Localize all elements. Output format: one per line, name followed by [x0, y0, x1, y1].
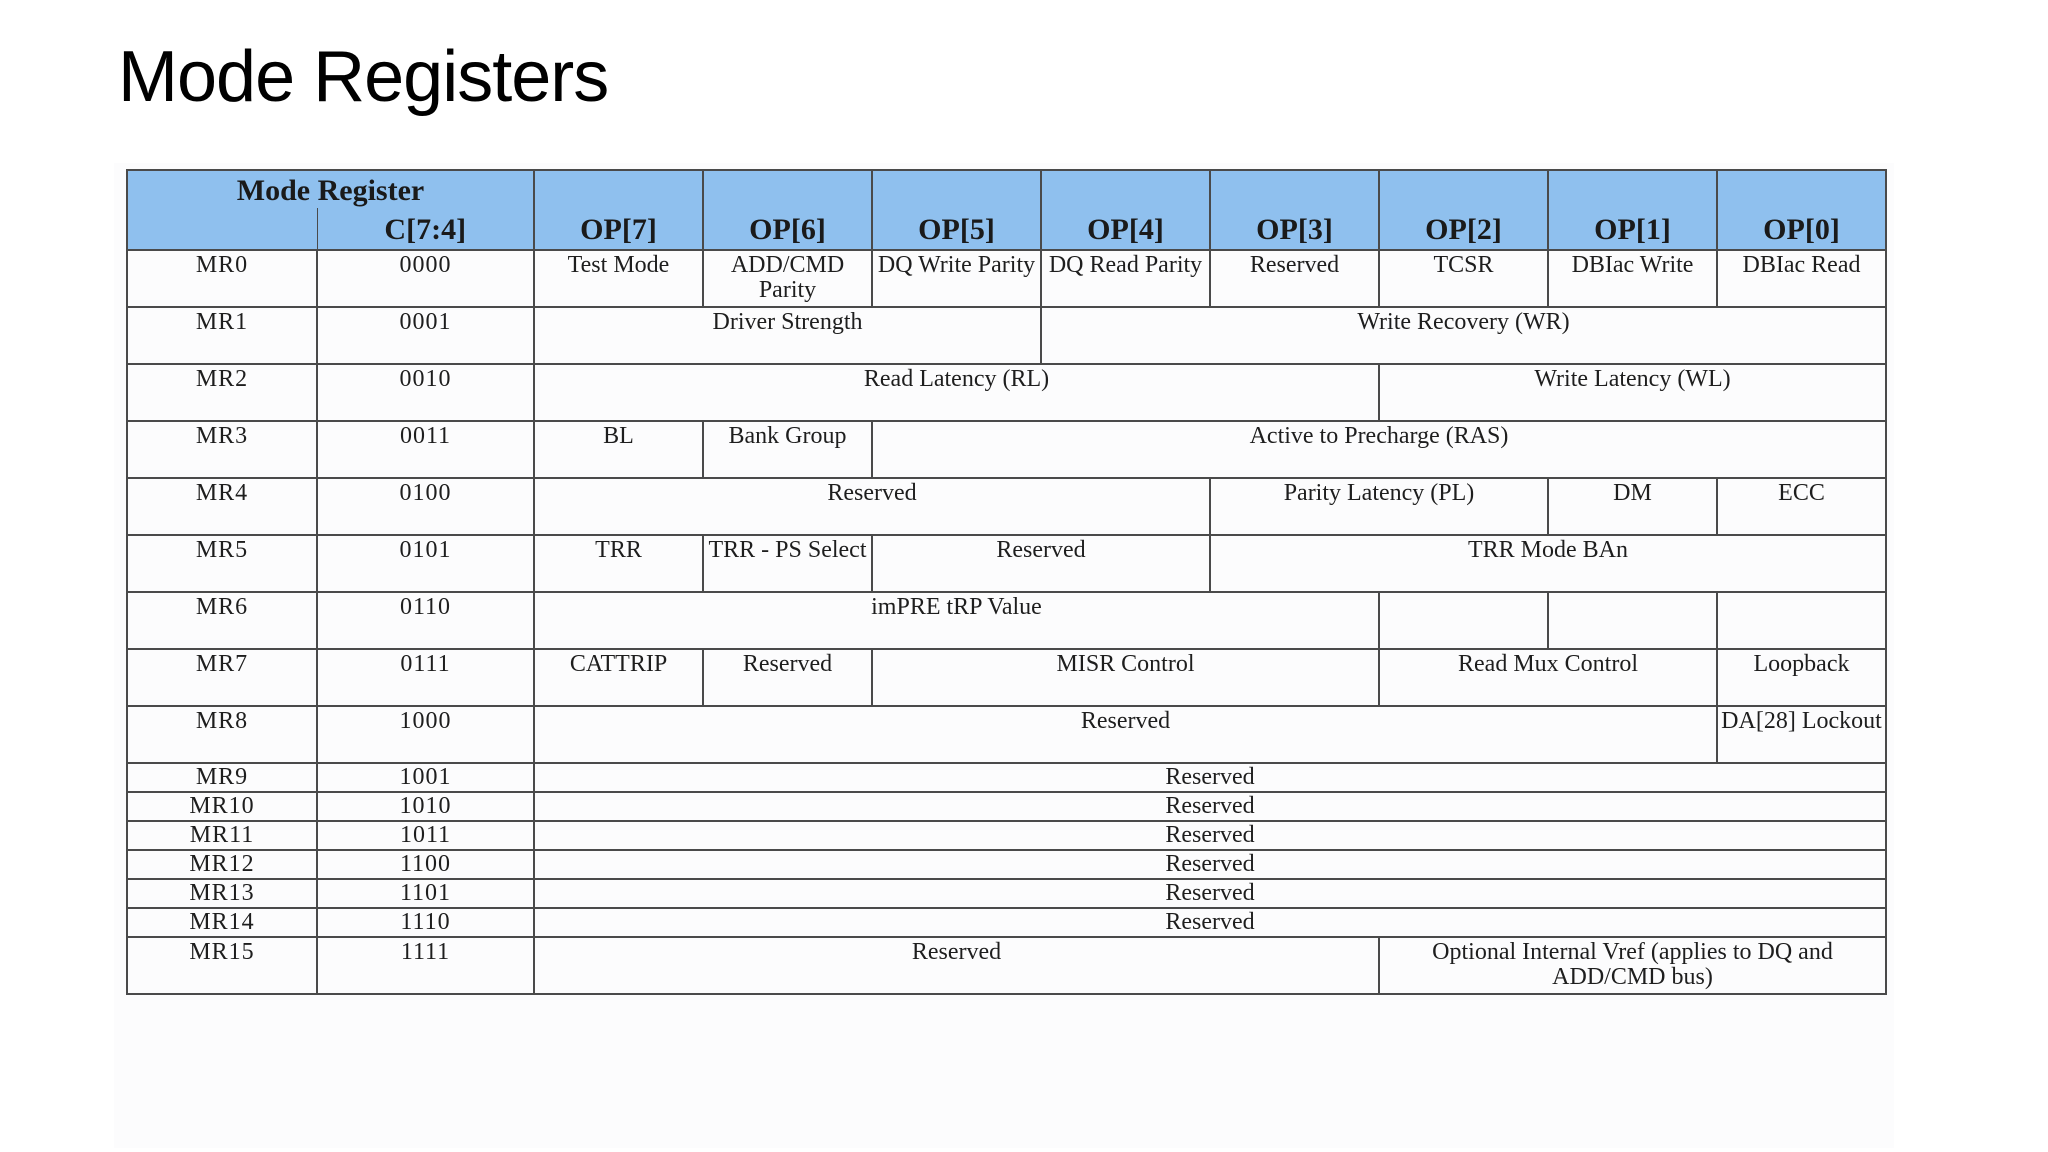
- table-row-mr12: [127, 850, 1886, 879]
- field-cell: Bank Group: [703, 421, 872, 478]
- field-cell: Reserved: [1210, 250, 1379, 307]
- register-code: 0101: [317, 535, 534, 592]
- register-name: MR3: [127, 421, 317, 478]
- field-cell: Write Latency (WL): [1379, 364, 1886, 421]
- empty-cell: [1548, 592, 1717, 649]
- register-name: MR13: [127, 879, 317, 908]
- field-cell: Reserved: [703, 649, 872, 706]
- field-cell: Reserved: [534, 792, 1886, 821]
- table-row-mr9: [127, 763, 1886, 792]
- register-code: 0110: [317, 592, 534, 649]
- field-cell: DQ Read Parity: [1041, 250, 1210, 307]
- register-name: MR9: [127, 763, 317, 792]
- op3-header: OP[3]: [1210, 170, 1379, 250]
- register-name: MR5: [127, 535, 317, 592]
- table-row-mr6: [127, 592, 1886, 649]
- field-cell: imPRE tRP Value: [534, 592, 1379, 649]
- field-cell: Active to Precharge (RAS): [872, 421, 1886, 478]
- register-code: 0000: [317, 250, 534, 307]
- register-code: 1111: [317, 937, 534, 994]
- field-cell: Reserved: [872, 535, 1210, 592]
- field-cell: BL: [534, 421, 703, 478]
- field-cell: Reserved: [534, 908, 1886, 937]
- field-cell: Driver Strength: [534, 307, 1041, 364]
- register-name: MR1: [127, 307, 317, 364]
- op1-header: OP[1]: [1548, 170, 1717, 250]
- field-cell: Read Latency (RL): [534, 364, 1379, 421]
- field-cell: MISR Control: [872, 649, 1379, 706]
- op0-header: OP[0]: [1717, 170, 1886, 250]
- header-blank-cell: [127, 208, 317, 250]
- field-cell: TRR Mode BAn: [1210, 535, 1886, 592]
- table-row-mr5: [127, 535, 1886, 592]
- register-name: MR8: [127, 706, 317, 763]
- register-name: MR11: [127, 821, 317, 850]
- field-cell: ECC: [1717, 478, 1886, 535]
- register-name: MR10: [127, 792, 317, 821]
- field-cell: ADD/CMD Parity: [703, 250, 872, 307]
- register-name: MR14: [127, 908, 317, 937]
- register-code: 1001: [317, 763, 534, 792]
- table-row-mr10: [127, 792, 1886, 821]
- mode-register-header: Mode Register: [127, 170, 534, 208]
- table-row-mr2: [127, 364, 1886, 421]
- field-cell: Test Mode: [534, 250, 703, 307]
- register-name: MR6: [127, 592, 317, 649]
- field-cell: TRR: [534, 535, 703, 592]
- register-code: 1101: [317, 879, 534, 908]
- table-header: [127, 170, 1886, 250]
- field-cell: DBIac Read: [1717, 250, 1886, 307]
- field-cell: Optional Internal Vref (applies to DQ and ADD/CMD bus): [1379, 937, 1886, 994]
- op5-header: OP[5]: [872, 170, 1041, 250]
- register-code: 0010: [317, 364, 534, 421]
- register-code: 0111: [317, 649, 534, 706]
- mode-register-table: [126, 169, 1887, 995]
- field-cell: Loopback: [1717, 649, 1886, 706]
- register-name: MR0: [127, 250, 317, 307]
- slide-title: Mode Registers: [118, 37, 609, 117]
- field-cell: Reserved: [534, 879, 1886, 908]
- empty-cell: [1379, 592, 1548, 649]
- register-code: 0011: [317, 421, 534, 478]
- field-cell: Write Recovery (WR): [1041, 307, 1886, 364]
- field-cell: Read Mux Control: [1379, 649, 1717, 706]
- table-row-mr11: [127, 821, 1886, 850]
- field-cell: DQ Write Parity: [872, 250, 1041, 307]
- field-cell: Reserved: [534, 706, 1717, 763]
- register-name: MR12: [127, 850, 317, 879]
- table-row-mr15: [127, 937, 1886, 994]
- field-cell: Reserved: [534, 850, 1886, 879]
- table-row-mr3: [127, 421, 1886, 478]
- table-row-mr4: [127, 478, 1886, 535]
- field-cell: Reserved: [534, 763, 1886, 792]
- field-cell: Reserved: [534, 478, 1210, 535]
- field-cell: Reserved: [534, 937, 1379, 994]
- register-code: 1010: [317, 792, 534, 821]
- field-cell: CATTRIP: [534, 649, 703, 706]
- field-cell: DBIac Write: [1548, 250, 1717, 307]
- register-code: 1011: [317, 821, 534, 850]
- field-cell: TRR - PS Select: [703, 535, 872, 592]
- mode-register-table-image: [114, 163, 1894, 1148]
- op6-header: OP[6]: [703, 170, 872, 250]
- table-row-mr7: [127, 649, 1886, 706]
- table-row-mr8: [127, 706, 1886, 763]
- empty-cell: [1717, 592, 1886, 649]
- table-row-mr14: [127, 908, 1886, 937]
- op2-header: OP[2]: [1379, 170, 1548, 250]
- table-row-mr1: [127, 307, 1886, 364]
- field-cell: Parity Latency (PL): [1210, 478, 1548, 535]
- c-bits-header: C[7:4]: [317, 208, 534, 250]
- field-cell: TCSR: [1379, 250, 1548, 307]
- register-code: 0001: [317, 307, 534, 364]
- table-row-mr13: [127, 879, 1886, 908]
- op4-header: OP[4]: [1041, 170, 1210, 250]
- register-code: 0100: [317, 478, 534, 535]
- field-cell: Reserved: [534, 821, 1886, 850]
- register-name: MR2: [127, 364, 317, 421]
- field-cell: DM: [1548, 478, 1717, 535]
- op7-header: OP[7]: [534, 170, 703, 250]
- field-cell: DA[28] Lockout: [1717, 706, 1886, 763]
- register-name: MR4: [127, 478, 317, 535]
- register-name: MR7: [127, 649, 317, 706]
- table-row-mr0: [127, 250, 1886, 307]
- register-code: 1000: [317, 706, 534, 763]
- register-code: 1100: [317, 850, 534, 879]
- register-name: MR15: [127, 937, 317, 994]
- register-code: 1110: [317, 908, 534, 937]
